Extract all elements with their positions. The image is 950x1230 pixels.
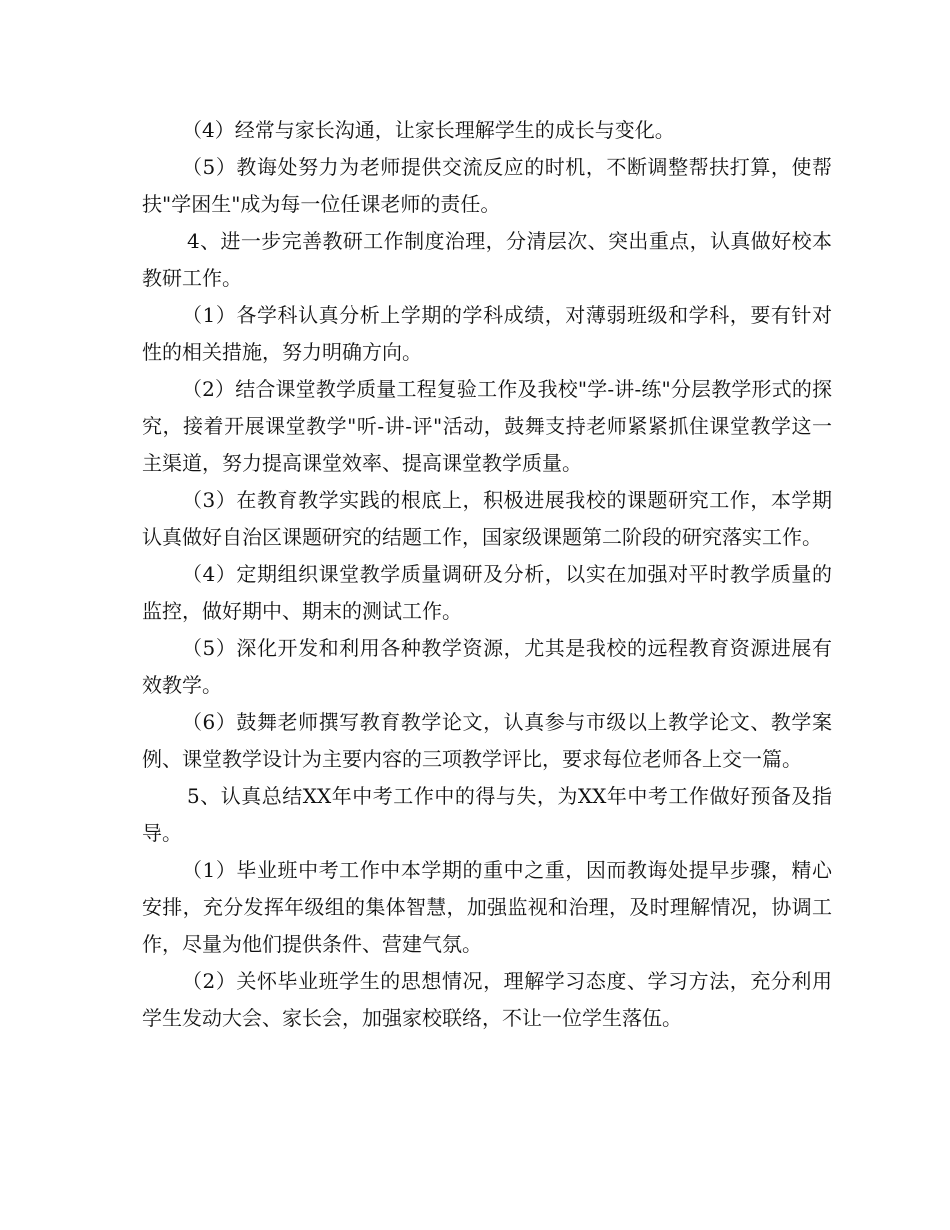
paragraph-item-2-classroom-quality: （2）结合课堂教学质量工程复验工作及我校"学-讲-练"分层教学形式的探究，接着开展课堂教学"听-讲-评"活动，鼓舞支持老师紧紧抓住课堂教学这一主渠道，努力提高课堂效率、提高课堂教学质量。 [142,377,832,475]
paragraph-item-2-student-care: （2）关怀毕业班学生的思想情况，理解学习态度、学习方法，充分利用学生发动大会、家长会，加强家校联络，不让一位学生落伍。 [142,969,832,1030]
paragraph-item-1-subject-analysis: （1）各学科认真分析上学期的学科成绩，对薄弱班级和学科，要有针对性的相关措施，努力明确方向。 [142,303,832,364]
paragraph-item-3-research-projects: （3）在教育教学实践的根底上，积极进展我校的课题研究工作，本学期认真做好自治区课题研究的结题工作，国家级课题第二阶段的研究落实工作。 [142,488,832,549]
paragraph-item-5-teaching-resources: （5）深化开发和利用各种教学资源，尤其是我校的远程教育资源进展有效教学。 [142,636,832,697]
paragraph-item-5-teacher-exchange: （5）教诲处努力为老师提供交流反应的时机，不断调整帮扶打算，使帮扶"学困生"成为每一位任课老师的责任。 [142,155,832,216]
paragraph-section-4-teaching-research: 4、进一步完善教研工作制度治理，分清层次、突出重点，认真做好校本教研工作。 [142,229,832,290]
paragraph-item-1-graduating-class: （1）毕业班中考工作中本学期的重中之重，因而教诲处提早步骤，精心安排，充分发挥年级组的集体智慧，加强监视和治理，及时理解情况，协调工作，尽量为他们提供条件、营建气氛。 [142,858,832,956]
document-body [142,112,832,1037]
paragraph-item-6-teaching-papers: （6）鼓舞老师撰写教育教学论文，认真参与市级以上教学论文、教学案例、课堂教学设计为主要内容的三项教学评比，要求每位老师各上交一篇。 [142,710,832,771]
paragraph-item-4-communicate-parents: （4）经常与家长沟通，让家长理解学生的成长与变化。 [182,118,675,142]
paragraph-section-5-exam-summary: 5、认真总结XX年中考工作中的得与失，为XX年中考工作做好预备及指导。 [142,784,832,845]
paragraph-item-4-quality-survey: （4）定期组织课堂教学质量调研及分析，以实在加强对平时教学质量的监控，做好期中、期末的测试工作。 [142,562,832,623]
